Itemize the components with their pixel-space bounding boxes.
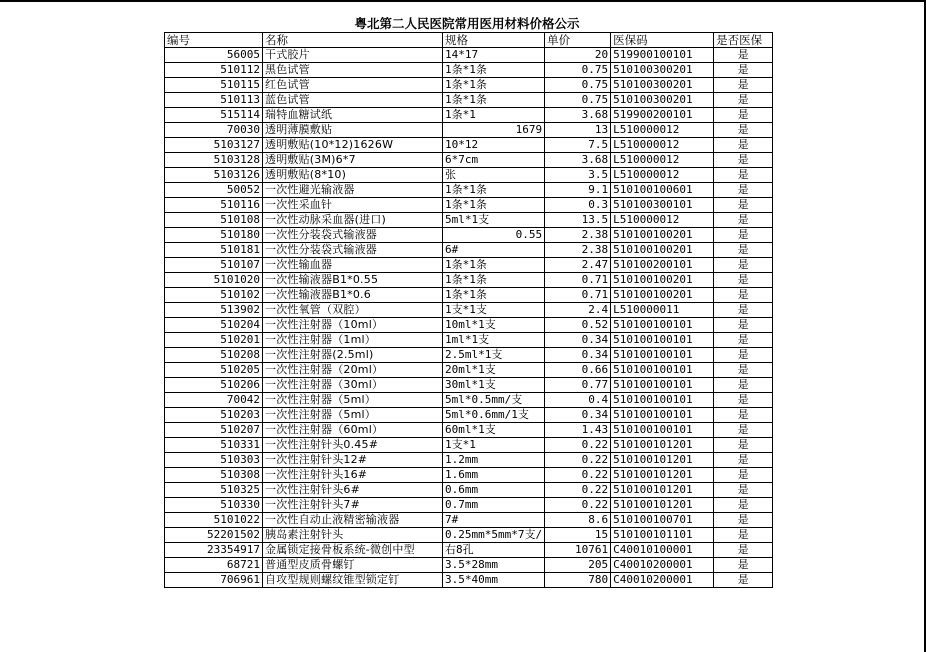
spec-text: 0.25mm*5mm*7支/	[445, 528, 543, 541]
cell-name: 干式胶片	[263, 48, 443, 63]
cell-id: 68721	[165, 558, 263, 573]
cell-price: 0.34	[545, 333, 611, 348]
cell-insurance: 是	[714, 258, 773, 273]
cell-insurance: 是	[714, 273, 773, 288]
cell-insurance: 是	[714, 318, 773, 333]
table-row	[165, 378, 773, 393]
cell-id: 5103126	[165, 168, 263, 183]
cell-code: L510000012	[611, 168, 714, 183]
cell-id: 5101022	[165, 513, 263, 528]
cell-name: 瑞特血糖试纸	[263, 108, 443, 123]
table-row	[165, 498, 773, 513]
cell-id: 510205	[165, 363, 263, 378]
cell-name: 胰岛素注射针头	[263, 528, 443, 543]
cell-spec	[443, 228, 545, 243]
cell-spec	[443, 273, 545, 288]
cell-id: 510206	[165, 378, 263, 393]
cell-price: 0.22	[545, 438, 611, 453]
spec-text: 10ml*1支	[445, 318, 496, 331]
cell-name: 一次性氧管（双腔）	[263, 303, 443, 318]
cell-id: 52201502	[165, 528, 263, 543]
cell-price: 205	[545, 558, 611, 573]
cell-price: 2.38	[545, 243, 611, 258]
cell-id: 5103128	[165, 153, 263, 168]
cell-code: 510100100101	[611, 408, 714, 423]
spec-text: 5ml*0.6mm/1支	[445, 408, 529, 421]
cell-spec	[443, 333, 545, 348]
cell-insurance: 是	[714, 468, 773, 483]
cell-id: 510331	[165, 438, 263, 453]
table-row	[165, 363, 773, 378]
cell-name: 黑色试管	[263, 63, 443, 78]
spec-text: 1条*1条	[445, 93, 487, 106]
cell-name: 一次性分装袋式输液器	[263, 228, 443, 243]
cell-id: 510102	[165, 288, 263, 303]
cell-name: 一次性注射器（5ml）	[263, 393, 443, 408]
cell-price: 10761	[545, 543, 611, 558]
cell-insurance: 是	[714, 528, 773, 543]
spec-number: 1679	[515, 123, 543, 136]
cell-insurance: 是	[714, 93, 773, 108]
spec-text: 1.6mm	[445, 468, 479, 481]
spec-text: 1条*1条	[445, 183, 487, 196]
cell-code: 510100101201	[611, 453, 714, 468]
cell-code: 510100101201	[611, 438, 714, 453]
spec-text: 6#	[445, 243, 459, 256]
cell-name: 一次性注射针头12#	[263, 453, 443, 468]
cell-spec	[443, 108, 545, 123]
spec-text: 1条*1条	[445, 288, 487, 301]
cell-price: 13.5	[545, 213, 611, 228]
table-row	[165, 408, 773, 423]
cell-name: 透明敷贴(8*10)	[263, 168, 443, 183]
cell-code: 510100300201	[611, 78, 714, 93]
cell-price: 1.43	[545, 423, 611, 438]
cell-price: 0.75	[545, 78, 611, 93]
table-row	[165, 438, 773, 453]
cell-id: 70042	[165, 393, 263, 408]
cell-id: 510116	[165, 198, 263, 213]
cell-insurance: 是	[714, 183, 773, 198]
table-row	[165, 153, 773, 168]
cell-price: 0.4	[545, 393, 611, 408]
cell-name: 一次性采血针	[263, 198, 443, 213]
cell-price: 0.22	[545, 498, 611, 513]
cell-name: 一次性避光输液器	[263, 183, 443, 198]
cell-id: 510108	[165, 213, 263, 228]
table-row	[165, 303, 773, 318]
cell-code: 510100100201	[611, 243, 714, 258]
cell-code: 510100101201	[611, 498, 714, 513]
cell-id: 510325	[165, 483, 263, 498]
spec-text: 10*12	[445, 138, 479, 151]
table-row	[165, 333, 773, 348]
spec-text: 1条*1条	[445, 273, 487, 286]
cell-code: L510000012	[611, 153, 714, 168]
cell-name: 一次性注射器（5ml）	[263, 408, 443, 423]
cell-name: 一次性注射器（20ml）	[263, 363, 443, 378]
cell-insurance: 是	[714, 198, 773, 213]
cell-spec	[443, 198, 545, 213]
cell-name: 金属锁定接骨板系统-微创中型	[263, 543, 443, 558]
cell-price: 3.68	[545, 153, 611, 168]
header-name: 名称	[263, 33, 443, 48]
cell-name: 透明薄膜敷贴	[263, 123, 443, 138]
cell-insurance: 是	[714, 483, 773, 498]
cell-id: 515114	[165, 108, 263, 123]
cell-id: 510181	[165, 243, 263, 258]
price-table	[164, 32, 773, 588]
cell-insurance: 是	[714, 108, 773, 123]
cell-price: 0.34	[545, 408, 611, 423]
cell-spec	[443, 153, 545, 168]
cell-spec	[443, 453, 545, 468]
cell-code: 519900200101	[611, 108, 714, 123]
table-row	[165, 318, 773, 333]
cell-spec	[443, 183, 545, 198]
table-row	[165, 93, 773, 108]
table-row	[165, 183, 773, 198]
cell-spec	[443, 438, 545, 453]
spec-text: 1条*1条	[445, 198, 487, 211]
spec-text: 2.5ml*1支	[445, 348, 503, 361]
cell-name: 一次性输液器B1*0.55	[263, 273, 443, 288]
cell-insurance: 是	[714, 303, 773, 318]
cell-spec	[443, 123, 545, 138]
cell-id: 510207	[165, 423, 263, 438]
cell-code: 510100100101	[611, 348, 714, 363]
cell-code: C40010100001	[611, 543, 714, 558]
cell-price: 0.75	[545, 93, 611, 108]
cell-insurance: 是	[714, 288, 773, 303]
spec-text: 20ml*1支	[445, 363, 496, 376]
table-row	[165, 348, 773, 363]
cell-insurance: 是	[714, 243, 773, 258]
header-spec: 规格	[443, 33, 545, 48]
cell-spec	[443, 408, 545, 423]
cell-id: 513902	[165, 303, 263, 318]
cell-code: L510000011	[611, 303, 714, 318]
cell-code: 510100101101	[611, 528, 714, 543]
header-price: 单价	[545, 33, 611, 48]
cell-insurance: 是	[714, 348, 773, 363]
cell-name: 一次性输液器B1*0.6	[263, 288, 443, 303]
header-code: 医保码	[611, 33, 714, 48]
cell-id: 510308	[165, 468, 263, 483]
cell-code: 510100100101	[611, 363, 714, 378]
table-row	[165, 243, 773, 258]
cell-id: 510208	[165, 348, 263, 363]
cell-insurance: 是	[714, 408, 773, 423]
cell-code: 510100200101	[611, 258, 714, 273]
cell-insurance: 是	[714, 423, 773, 438]
cell-code: 510100100101	[611, 318, 714, 333]
cell-insurance: 是	[714, 168, 773, 183]
cell-id: 510203	[165, 408, 263, 423]
cell-spec	[443, 168, 545, 183]
cell-insurance: 是	[714, 123, 773, 138]
table-row	[165, 468, 773, 483]
cell-insurance: 是	[714, 438, 773, 453]
cell-price: 2.38	[545, 228, 611, 243]
cell-id: 510107	[165, 258, 263, 273]
table-row	[165, 138, 773, 153]
cell-price: 20	[545, 48, 611, 63]
table-row	[165, 543, 773, 558]
spec-text: 1条*1	[445, 108, 476, 121]
spec-text: 张	[445, 168, 456, 181]
cell-spec	[443, 258, 545, 273]
cell-name: 一次性注射器（60ml）	[263, 423, 443, 438]
cell-code: L510000012	[611, 123, 714, 138]
table-row	[165, 63, 773, 78]
cell-price: 13	[545, 123, 611, 138]
cell-code: L510000012	[611, 213, 714, 228]
table-row	[165, 108, 773, 123]
cell-code: C40010200001	[611, 558, 714, 573]
cell-code: 510100100201	[611, 228, 714, 243]
cell-id: 510115	[165, 78, 263, 93]
cell-spec	[443, 288, 545, 303]
table-row	[165, 558, 773, 573]
cell-code: 510100101201	[611, 468, 714, 483]
header-insurance: 是否医保	[714, 33, 773, 48]
cell-id: 510180	[165, 228, 263, 243]
cell-spec	[443, 63, 545, 78]
cell-price: 2.4	[545, 303, 611, 318]
cell-code: 510100100701	[611, 513, 714, 528]
cell-name: 一次性自动止液精密输液器	[263, 513, 443, 528]
cell-id: 56005	[165, 48, 263, 63]
cell-id: 706961	[165, 573, 263, 588]
spec-text: 60ml*1支	[445, 423, 496, 436]
cell-insurance: 是	[714, 138, 773, 153]
cell-name: 红色试管	[263, 78, 443, 93]
cell-price: 2.47	[545, 258, 611, 273]
cell-id: 510303	[165, 453, 263, 468]
spec-text: 1.2mm	[445, 453, 479, 466]
cell-id: 510204	[165, 318, 263, 333]
cell-name: 一次性注射器（10ml）	[263, 318, 443, 333]
cell-name: 一次性注射器(2.5ml)	[263, 348, 443, 363]
cell-id: 23354917	[165, 543, 263, 558]
cell-price: 0.71	[545, 288, 611, 303]
spec-text: 1条*1条	[445, 258, 487, 271]
cell-spec	[443, 243, 545, 258]
cell-id: 5101020	[165, 273, 263, 288]
spec-text: 1条*1条	[445, 78, 487, 91]
cell-price: 0.75	[545, 63, 611, 78]
cell-spec	[443, 498, 545, 513]
table-row	[165, 528, 773, 543]
cell-spec	[443, 513, 545, 528]
cell-spec	[443, 558, 545, 573]
cell-name: 一次性分装袋式输液器	[263, 243, 443, 258]
cell-spec	[443, 363, 545, 378]
cell-spec	[443, 78, 545, 93]
cell-price: 3.5	[545, 168, 611, 183]
cell-id: 50052	[165, 183, 263, 198]
table-row	[165, 513, 773, 528]
cell-price: 0.52	[545, 318, 611, 333]
cell-price: 0.22	[545, 483, 611, 498]
spec-text: 右8孔	[445, 543, 474, 556]
spec-text: 3.5*40mm	[445, 573, 498, 586]
table-row	[165, 453, 773, 468]
cell-code: 510100100101	[611, 378, 714, 393]
cell-insurance: 是	[714, 48, 773, 63]
spec-number: 0.55	[515, 228, 543, 241]
cell-name: 蓝色试管	[263, 93, 443, 108]
cell-code: 510100300201	[611, 63, 714, 78]
spec-text: 3.5*28mm	[445, 558, 498, 571]
cell-insurance: 是	[714, 378, 773, 393]
cell-name: 一次性输血器	[263, 258, 443, 273]
table-row	[165, 483, 773, 498]
cell-insurance: 是	[714, 393, 773, 408]
table-row	[165, 393, 773, 408]
cell-spec	[443, 423, 545, 438]
table-row	[165, 288, 773, 303]
cell-spec	[443, 348, 545, 363]
cell-price: 0.77	[545, 378, 611, 393]
table-row	[165, 423, 773, 438]
cell-insurance: 是	[714, 78, 773, 93]
cell-spec	[443, 468, 545, 483]
cell-spec	[443, 213, 545, 228]
table-row	[165, 228, 773, 243]
cell-name: 一次性注射针头7#	[263, 498, 443, 513]
cell-spec	[443, 528, 545, 543]
table-row	[165, 168, 773, 183]
cell-insurance: 是	[714, 543, 773, 558]
cell-code: 510100100101	[611, 393, 714, 408]
cell-insurance: 是	[714, 573, 773, 588]
cell-price: 15	[545, 528, 611, 543]
cell-spec	[443, 93, 545, 108]
spec-text: 1ml*1支	[445, 333, 490, 346]
spec-text: 7#	[445, 513, 459, 526]
spec-text: 30ml*1支	[445, 378, 496, 391]
cell-name: 一次性注射器（30ml）	[263, 378, 443, 393]
sheet-title: 粤北第二人民医院常用医用材料价格公示	[354, 16, 580, 31]
cell-name: 一次性注射针头6#	[263, 483, 443, 498]
cell-name: 一次性动脉采血器(进口)	[263, 213, 443, 228]
cell-name: 一次性注射器（1ml）	[263, 333, 443, 348]
cell-price: 7.5	[545, 138, 611, 153]
spec-text: 0.6mm	[445, 483, 479, 496]
cell-id: 70030	[165, 123, 263, 138]
cell-spec	[443, 573, 545, 588]
cell-spec	[443, 378, 545, 393]
cell-spec	[443, 393, 545, 408]
cell-code: 510100100101	[611, 423, 714, 438]
spec-text: 1支*1	[445, 438, 476, 451]
cell-spec	[443, 48, 545, 63]
cell-price: 0.3	[545, 198, 611, 213]
cell-code: L510000012	[611, 138, 714, 153]
cell-insurance: 是	[714, 453, 773, 468]
cell-spec	[443, 318, 545, 333]
cell-name: 一次性注射针头0.45#	[263, 438, 443, 453]
spec-text: 0.7mm	[445, 498, 479, 511]
table-row	[165, 273, 773, 288]
cell-code: 510100300201	[611, 93, 714, 108]
cell-name: 自攻型规则螺纹锥型锁定钉	[263, 573, 443, 588]
cell-insurance: 是	[714, 498, 773, 513]
spec-text: 6*7cm	[445, 153, 479, 166]
cell-insurance: 是	[714, 213, 773, 228]
table-row	[165, 258, 773, 273]
spec-text: 14*17	[445, 48, 479, 61]
cell-price: 780	[545, 573, 611, 588]
cell-name: 普通型皮质骨螺钉	[263, 558, 443, 573]
cell-name: 透明敷贴(10*12)1626W	[263, 138, 443, 153]
cell-id: 510330	[165, 498, 263, 513]
cell-price: 0.22	[545, 468, 611, 483]
header-id: 编号	[165, 33, 263, 48]
table-row	[165, 573, 773, 588]
cell-name: 一次性注射针头16#	[263, 468, 443, 483]
cell-id: 510113	[165, 93, 263, 108]
cell-price: 8.6	[545, 513, 611, 528]
table-row	[165, 78, 773, 93]
cell-price: 9.1	[545, 183, 611, 198]
cell-insurance: 是	[714, 228, 773, 243]
cell-code: 510100100201	[611, 288, 714, 303]
cell-spec	[443, 138, 545, 153]
top-border-line	[0, 0, 926, 2]
cell-spec	[443, 543, 545, 558]
table-row	[165, 123, 773, 138]
cell-insurance: 是	[714, 558, 773, 573]
cell-insurance: 是	[714, 333, 773, 348]
cell-insurance: 是	[714, 363, 773, 378]
cell-insurance: 是	[714, 153, 773, 168]
spec-text: 1条*1条	[445, 63, 487, 76]
cell-code: 519900100101	[611, 48, 714, 63]
spec-text: 5ml*1支	[445, 213, 490, 226]
cell-id: 510112	[165, 63, 263, 78]
cell-code: 510100100201	[611, 273, 714, 288]
table-row	[165, 198, 773, 213]
cell-insurance: 是	[714, 513, 773, 528]
cell-spec	[443, 303, 545, 318]
cell-price: 0.71	[545, 273, 611, 288]
cell-id: 510201	[165, 333, 263, 348]
cell-price: 0.34	[545, 348, 611, 363]
cell-code: 510100100101	[611, 333, 714, 348]
header-row	[165, 33, 773, 48]
cell-price: 3.68	[545, 108, 611, 123]
cell-insurance: 是	[714, 63, 773, 78]
cell-spec	[443, 483, 545, 498]
cell-name: 透明敷贴(3M)6*7	[263, 153, 443, 168]
cell-price: 0.66	[545, 363, 611, 378]
cell-code: 510100100601	[611, 183, 714, 198]
table-row	[165, 213, 773, 228]
cell-code: 510100101201	[611, 483, 714, 498]
cell-code: C40010200001	[611, 573, 714, 588]
spec-text: 5ml*0.5mm/支	[445, 393, 523, 406]
cell-id: 5103127	[165, 138, 263, 153]
spec-text: 1支*1支	[445, 303, 487, 316]
cell-price: 0.22	[545, 453, 611, 468]
table-row	[165, 48, 773, 63]
cell-code: 510100300101	[611, 198, 714, 213]
